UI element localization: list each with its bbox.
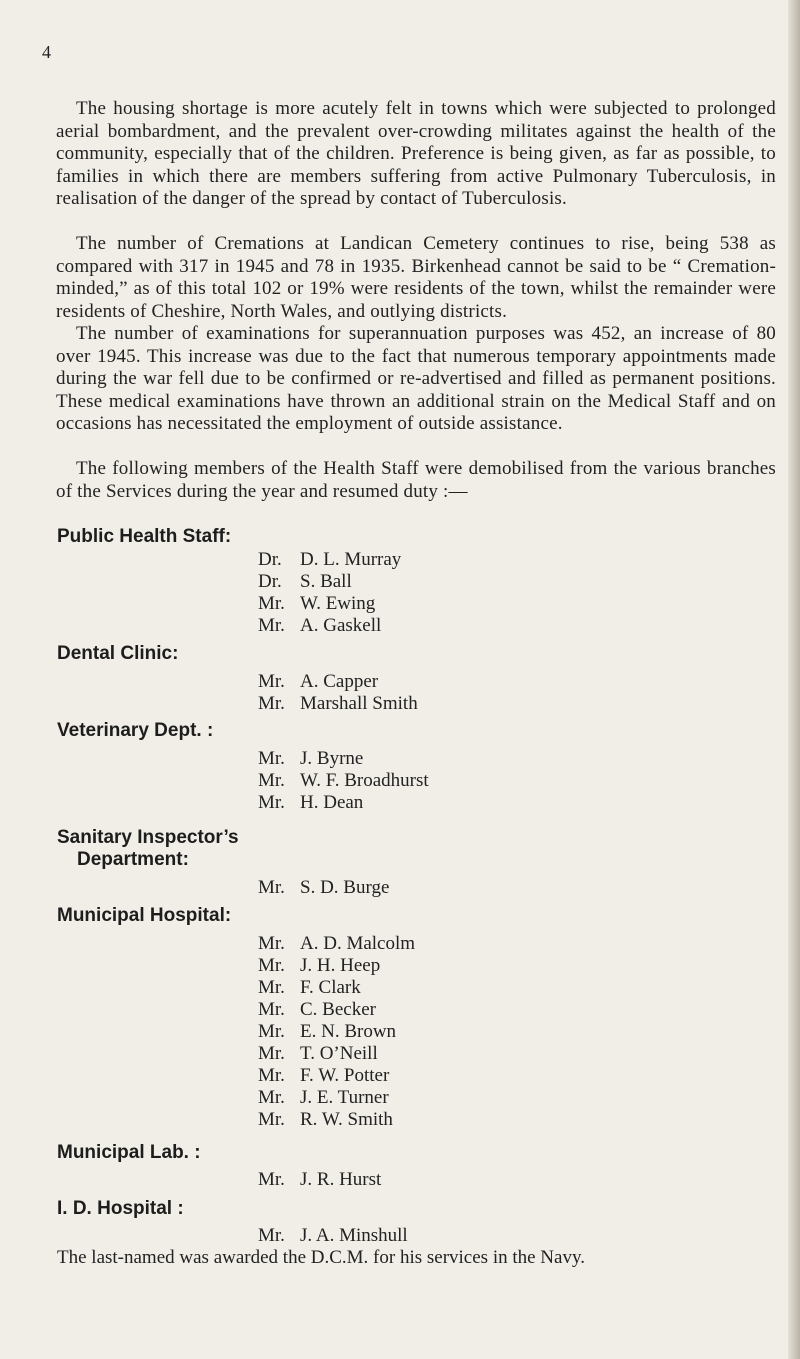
staff-name: Mr. F. W. Potter [258, 1065, 390, 1086]
section-heading-department: Department: [77, 849, 189, 870]
staff-name: Mr. T. O’Neill [258, 1043, 378, 1064]
closing-note: The last-named was awarded the D.C.M. for his services in the Navy. [57, 1247, 585, 1268]
staff-name: Mr. J. Byrne [258, 748, 364, 769]
section-heading-municipal-lab: Municipal Lab. : [57, 1142, 201, 1163]
staff-name: Mr. E. N. Brown [258, 1021, 397, 1042]
page-edge [788, 0, 800, 1359]
section-heading-id-hospital: I. D. Hospital : [57, 1198, 184, 1219]
paragraph-cremations: The number of Cremations at Landican Cemetery continues to rise, being 538 as compared with 317 in 1945 and 78 in 1935. Birkenhead cannot be said to be “ Cremation-minded,” as of this total 102 or 19% were residents of the town, whilst the remainder were residents of Cheshire, North Wales, and outlying districts. [56, 233, 776, 322]
staff-name: Mr. J. A. Minshull [258, 1225, 408, 1246]
staff-name: Mr. S. D. Burge [258, 877, 390, 898]
staff-name: Dr. S. Ball [258, 571, 352, 592]
section-heading-municipal-hospital: Municipal Hospital: [57, 905, 232, 926]
section-heading-sanitary-inspector: Sanitary Inspector’s [57, 827, 239, 848]
paragraph-examinations: The number of examinations for superannuation purposes was 452, an increase of 80 over 1945. This increase was due to the fact that numerous temporary appointments made during the war fell due to be confirmed or re-advertised and filled as permanent positions. These medical examinations have thrown an additional strain on the Medical Staff and on occasions has necessitated the employment of outside assistance. [56, 323, 776, 434]
staff-name: Mr. W. Ewing [258, 593, 376, 614]
section-heading-dental-clinic: Dental Clinic: [57, 643, 179, 664]
staff-name: Mr. W. F. Broadhurst [258, 770, 429, 791]
staff-name: Mr. J. H. Heep [258, 955, 381, 976]
staff-name: Mr. F. Clark [258, 977, 361, 998]
paragraph-housing: The housing shortage is more acutely felt in towns which were subjected to prolonged aerial bombardment, and the prevalent over-crowding militates against the health of the community, especially that of the children. Preference is being given, as far as possible, to families in which there are members suffering from active Pulmonary Tuberculosis, in realisation of the danger of the spread by contact of Tuberculosis. [56, 98, 776, 209]
paragraph-demobilised: The following members of the Health Staff were demobilised from the various branches of the Services during the year and resumed duty :— [56, 458, 776, 502]
staff-name: Dr. D. L. Murray [258, 549, 402, 570]
staff-name: Mr. J. R. Hurst [258, 1169, 382, 1190]
staff-name: Mr. Marshall Smith [258, 693, 418, 714]
staff-name: Mr. J. E. Turner [258, 1087, 389, 1108]
section-heading-public-health: Public Health Staff: [57, 526, 232, 547]
staff-name: Mr. A. Capper [258, 671, 379, 692]
section-heading-veterinary: Veterinary Dept. : [57, 720, 214, 741]
staff-name: Mr. A. D. Malcolm [258, 933, 416, 954]
staff-name: Mr. A. Gaskell [258, 615, 382, 636]
staff-name: Mr. R. W. Smith [258, 1109, 393, 1130]
staff-name: Mr. C. Becker [258, 999, 376, 1020]
page-number: 4 [42, 42, 51, 62]
staff-name: Mr. H. Dean [258, 792, 364, 813]
